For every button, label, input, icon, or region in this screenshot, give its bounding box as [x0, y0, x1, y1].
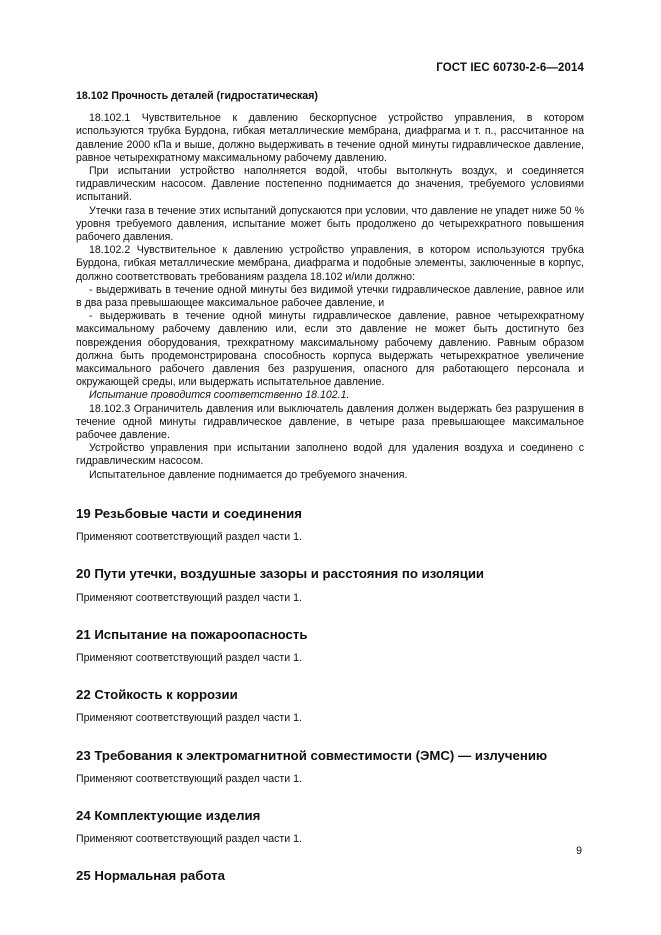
section-body: Применяют соответствующий раздел части 1. — [76, 531, 302, 544]
paragraph: 18.102.1 Чувствительное к давлению бескорпусное устройство управления, в котором используются трубка Бурдона, гибкая металлические мембрана, диафрагма и т. п., рассчитанное на давление 2000 кПа и выше, должно выдерживать в течение одной минуты гидравлическое давление, равное четырехкратному максимальному рабочему давлению. — [76, 112, 584, 164]
section-body: Применяют соответствующий раздел части 1. — [76, 712, 302, 725]
page-number: 9 — [576, 845, 582, 857]
paragraph: Испытательное давление поднимается до требуемого значения. — [89, 468, 408, 481]
list-item: - выдерживать в течение одной минуты без видимой утечки гидравлическое давление, равное или в два раза превышающее максимальное рабочее давление, и — [76, 283, 584, 310]
subsection-title: 18.102 Прочность деталей (гидростатическая) — [76, 90, 318, 102]
section-title: 25 Нормальная работа — [76, 868, 225, 884]
section-body: Применяют соответствующий раздел части 1. — [76, 772, 302, 785]
section-title: 20 Пути утечки, воздушные зазоры и расстояния по изоляции — [76, 566, 485, 582]
section-title: 19 Резьбовые части и соединения — [76, 505, 302, 521]
section-body: Применяют соответствующий раздел части 1. — [76, 651, 302, 664]
paragraph: 18.102.3 Ограничитель давления или выключатель давления должен выдержать без разрушения в течение одной минуты гидравлическое давление, в четыре раза превышающее максимальное рабочее давление. — [76, 402, 584, 442]
paragraph: 18.102.2 Чувствительное к давлению устройство управления, в котором используются трубка Бурдона, гибкая металлические мембрана, диафрагма и подобные элементы, заключенные в корпус, должно соответствовать требованиям раздела 18.102 и/или должно: — [76, 244, 584, 283]
paragraph: Устройство управления при испытании заполнено водой для удаления воздуха и соединено с гидравлическим насосом. — [76, 442, 584, 468]
standard-header: ГОСТ IEC 60730-2-6—2014 — [436, 62, 584, 74]
section-title: 21 Испытание на пожароопасность — [76, 626, 308, 642]
section-title: 23 Требования к электромагнитной совместимости (ЭМС) — излучению — [76, 747, 548, 763]
list-item: - выдерживать в течение одной минуты гидравлическое давление, равное четырехкратному максимальному рабочему давлению или, если это давление не может быть достигнуто без повреждения оборудования, трехкратному максимальному рабочему давлению. Равным образом должна быть продемонстрирована способность корпуса выдержать четырехкратное увеличение максимального рабочего давления без разрушения, опасного для работающего персонала и окружающей среды, или выдержать испытательное давление. — [76, 310, 584, 389]
page-content — [76, 90, 584, 883]
test-note: Испытание проводится соответственно 18.102.1. — [89, 389, 350, 402]
section-title: 24 Комплектующие изделия — [76, 807, 261, 823]
paragraph: Утечки газа в течение этих испытаний допускаются при условии, что давление не упадет ниже 50 % уровня требуемого давления, испытание может быть продолжено до четырехкратного повышения рабочего давления. — [76, 204, 584, 244]
paragraph: При испытании устройство наполняется водой, чтобы вытолкнуть воздух, и соединяется гидравлическим насосом. Давление постепенно поднимается до значения, требуемого условиями испытаний. — [76, 165, 584, 204]
section-body: Применяют соответствующий раздел части 1. — [76, 591, 302, 604]
section-title: 22 Стойкость к коррозии — [76, 687, 238, 703]
section-body: Применяют соответствующий раздел части 1. — [76, 833, 302, 846]
